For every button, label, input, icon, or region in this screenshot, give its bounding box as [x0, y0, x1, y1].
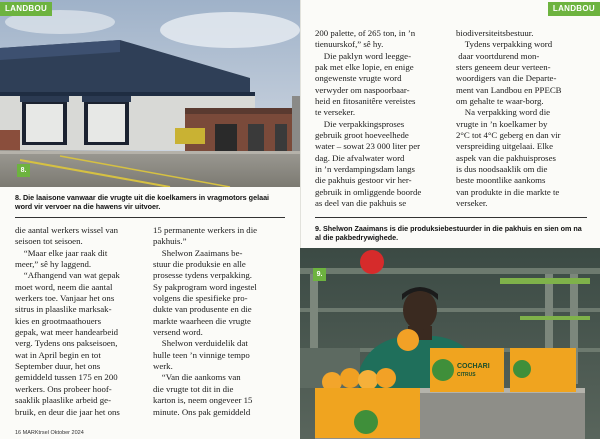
text-line: gebruik in omliggende boorde: [315, 186, 422, 197]
text-line: die aantal werkers wissel van: [15, 225, 119, 235]
text-line: 200 palette, of 265 ton, in ’n: [315, 28, 416, 38]
text-line: verspreiding uitgelaai. Elke: [456, 141, 553, 152]
text-line: “Maar elke jaar raak dit: [15, 247, 108, 258]
section-tab: LANDBOU: [0, 2, 52, 16]
box-brand: COCHARI: [457, 363, 490, 370]
text-line: saaklik plaaslike arbeid ge-: [15, 395, 111, 406]
text-line: die pakhuis gestoor vir her-: [315, 175, 412, 186]
text-line: kies en grootmaathouers: [15, 315, 101, 326]
text-line: pak met elke lopie, en enige: [315, 62, 414, 73]
text-line: as deel van die pakhuis se: [315, 198, 407, 209]
caption-line: word vir vervoer na die hawens vir uitvoer.: [15, 202, 161, 211]
text-line: moet word, neem die aantal: [15, 281, 113, 292]
page-footer: 16 MARKtrsel Oktober 2024: [15, 430, 84, 436]
text-line: seisoen tot seisoen.: [15, 236, 83, 247]
text-line: aspek van die pakhuisproses: [456, 152, 556, 163]
text-line: die vrugte tot dit in die: [153, 383, 234, 394]
box-subbrand: CITRUS: [457, 372, 476, 378]
text-line: gemiddeld tussen 175 en 200: [15, 372, 118, 383]
body-column: [456, 28, 596, 210]
caption-line: 8. Die laaisone vanwaar die vrugte uit die koelkamers in vragmotors gelaai: [15, 193, 270, 202]
text-line: markte waarheen die vrugte: [153, 315, 251, 326]
text-line: van produkte in die markte te: [456, 186, 560, 197]
text-line: Die verpakkingsproses: [315, 118, 405, 129]
text-line: Tydens verpakking word: [456, 39, 553, 50]
box-brand-label: [457, 363, 490, 379]
text-line: biodiversiteitsbestuur.: [456, 28, 534, 38]
photo-caption: [315, 224, 599, 242]
body-column: [315, 28, 455, 210]
text-line: 2°C tot 4°C geberg en dan vir: [456, 130, 561, 141]
text-line: in ’n verdampingsdam langs: [315, 164, 415, 175]
text-line: prosesse tydens verpakking.: [153, 270, 252, 281]
text-line: tienuurskof,” sê hy.: [315, 39, 384, 50]
text-line: volgens die spesifieke pro-: [153, 293, 248, 304]
text-line: sters geneem deur verteen-: [456, 62, 551, 73]
text-line: Shelwon verduidelik dat: [153, 338, 248, 349]
photo-number-badge: 9.: [313, 268, 326, 281]
text-line: daar voortdurend mon-: [456, 50, 540, 61]
text-line: verseker.: [456, 198, 488, 209]
text-line: bruik, en deur die jaar het ons: [15, 406, 120, 417]
text-line: werkers toe. Vanjaar het ons: [15, 293, 115, 304]
text-line: meer,” sê hy laggend.: [15, 259, 92, 270]
text-line: stuur die produksie en alle: [153, 259, 246, 270]
caption-line: al die pakbedrywighede.: [315, 233, 399, 242]
text-line: karton is, neem ongeveer 15: [153, 395, 253, 406]
text-line: water – sowat 23 000 liter per: [315, 141, 421, 152]
photo-caption: [15, 193, 295, 211]
text-line: werkers. Ons probeer hoof-: [15, 383, 112, 394]
text-line: beste moontlike aankoms: [456, 175, 546, 186]
text-line: verwyder om naspoorbaar-: [315, 84, 410, 95]
text-line: September duur, het ons: [15, 361, 101, 372]
worker-photo: [300, 248, 600, 439]
text-line: Sy pakprogram word ingestel: [153, 281, 257, 292]
text-line: “Van die aankoms van: [153, 372, 241, 383]
caption-line: 9. Shelwon Zaaimans is die produksiebestuurder in die pakhuis en sien om na: [315, 224, 582, 233]
warehouse-photo: [0, 0, 300, 187]
text-line: sitrus in plaaslike marksak-: [15, 304, 112, 315]
text-line: Na verpakking word die: [456, 107, 551, 118]
caption-rule: [315, 217, 587, 218]
text-line: werk.: [153, 361, 173, 372]
text-line: te verseker.: [315, 107, 356, 118]
text-line: woordigers van die Departe-: [456, 73, 557, 84]
section-tab: LANDBOU: [548, 2, 600, 16]
text-line: Shelwon Zaaimans be-: [153, 247, 243, 258]
text-line: pakhuis.”: [153, 236, 187, 247]
body-column: [153, 225, 293, 418]
warehouse-illustration: [0, 0, 300, 187]
body-column: [15, 225, 150, 418]
packhouse-illustration: [300, 248, 600, 439]
text-line: minute. Ons pak gemiddeld: [153, 406, 251, 417]
text-line: ment van Landbou en PPECB: [456, 84, 562, 95]
text-line: dukte van produsente en die: [153, 304, 252, 315]
text-line: versend word.: [153, 327, 203, 338]
text-line: verg. Tydens ons pakseisoen,: [15, 338, 118, 349]
text-line: dag. Die afvalwater word: [315, 152, 405, 163]
text-line: heid en fitosanitêre vereistes: [315, 96, 416, 107]
text-line: om gehalte te waar-borg.: [456, 96, 544, 107]
caption-rule: [15, 217, 285, 218]
text-line: Die paklyn word leegge-: [315, 50, 412, 61]
photo-number-badge: 8.: [17, 164, 30, 177]
text-line: “Afhangend van wat gepak: [15, 270, 120, 281]
text-line: gepak, wat meer handearbeid: [15, 327, 119, 338]
text-line: gebruik groot hoeveelhede: [315, 130, 409, 141]
text-line: vrugte in ’n koelkamer by: [456, 118, 548, 129]
text-line: is dus noodsaaklik om die: [456, 164, 548, 175]
text-line: hulle teen ’n vinnige tempo: [153, 349, 250, 360]
text-line: wat in April begin en tot: [15, 349, 101, 360]
text-line: ongewenste vrugte word: [315, 73, 402, 84]
text-line: 15 permanente werkers in die: [153, 225, 258, 235]
